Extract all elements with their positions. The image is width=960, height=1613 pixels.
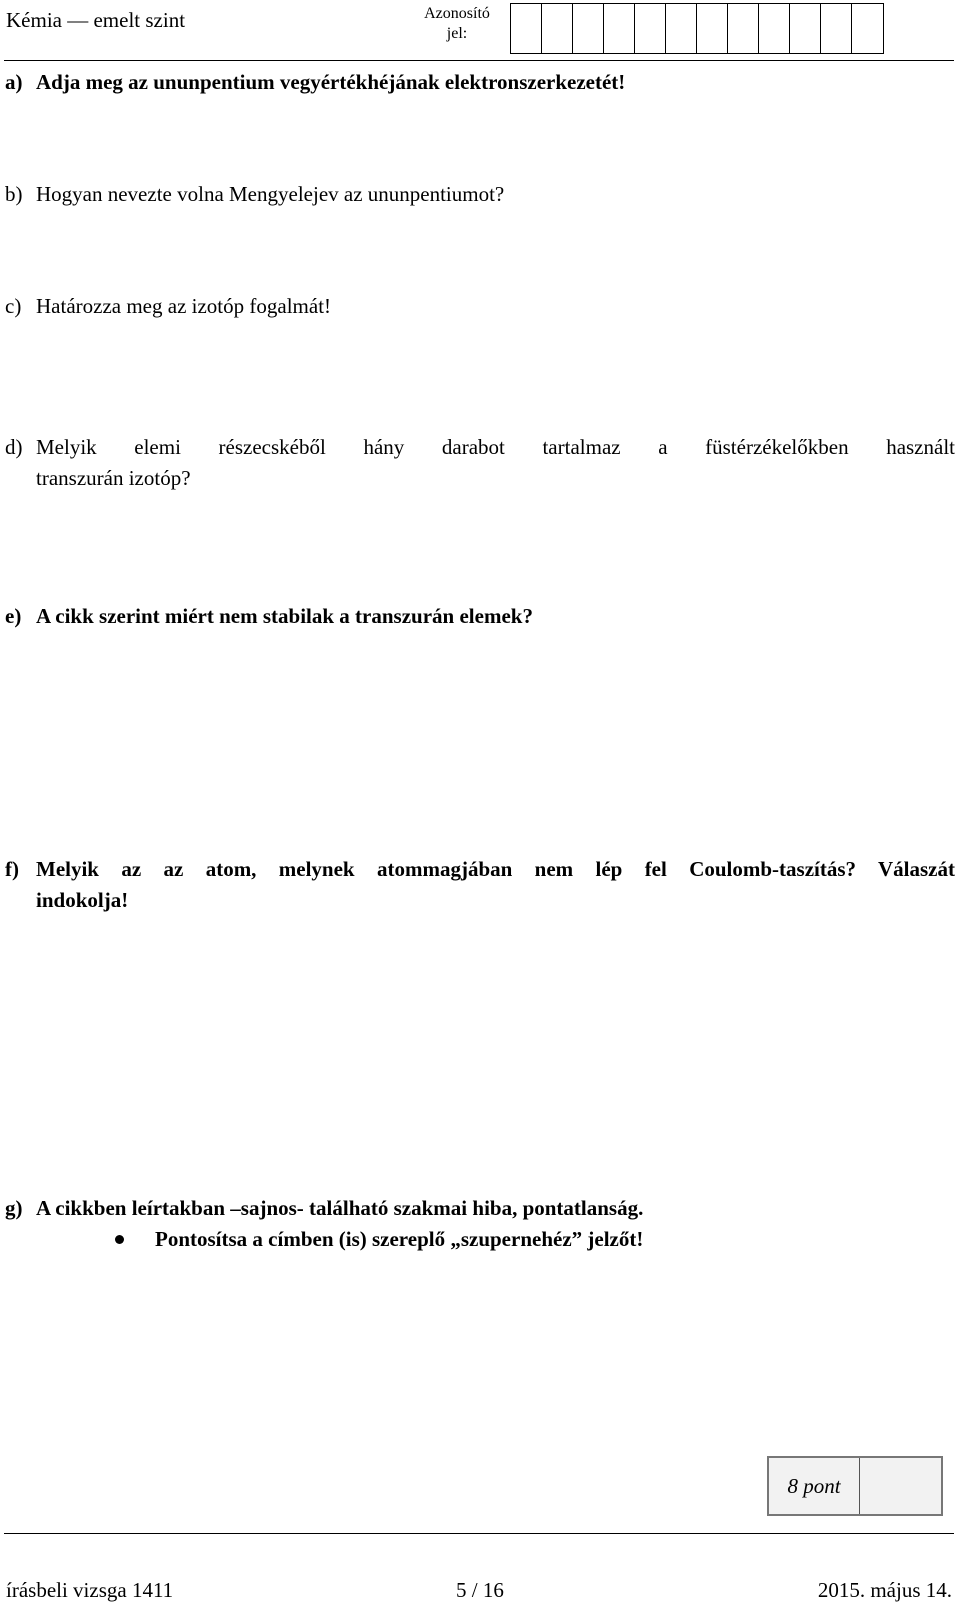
id-cell[interactable] xyxy=(852,4,883,53)
id-cell[interactable] xyxy=(573,4,604,53)
question-b-text: Hogyan nevezte volna Mengyelejev az ununpentiumot? xyxy=(36,182,505,206)
question-e xyxy=(5,601,533,632)
question-a xyxy=(5,67,625,98)
footer-date: 2015. május 14. xyxy=(817,1578,952,1602)
question-f xyxy=(5,854,955,916)
question-f-label: f) xyxy=(5,857,19,881)
question-c-text: Határozza meg az izotóp fogalmát! xyxy=(36,294,332,318)
footer-page-number: 5 / 16 xyxy=(456,1578,504,1602)
question-g-bullet xyxy=(155,1224,643,1255)
id-cell[interactable] xyxy=(511,4,542,53)
id-cell[interactable] xyxy=(821,4,852,53)
id-cell[interactable] xyxy=(790,4,821,53)
bullet-icon xyxy=(115,1235,124,1244)
id-label-line2: jel: xyxy=(446,25,468,42)
question-g xyxy=(5,1193,643,1224)
question-f-text-cont: indokolja! xyxy=(36,888,129,912)
question-g-bullet-text: Pontosítsa a címben (is) szereplő „szupernehéz” jelzőt! xyxy=(155,1227,644,1251)
question-a-label: a) xyxy=(5,70,23,94)
question-c-label: c) xyxy=(5,294,22,318)
id-cell[interactable] xyxy=(666,4,697,53)
question-b xyxy=(5,179,504,210)
score-box xyxy=(767,1456,943,1516)
header-title: Kémia — emelt szint xyxy=(6,8,186,32)
question-e-text: A cikk szerint miért nem stabilak a transzurán elemek? xyxy=(36,604,533,628)
question-g-text: A cikkben leírtakban –sajnos- található szakmai hiba, pontatlanság. xyxy=(36,1196,644,1220)
score-label: 8 pont xyxy=(769,1458,860,1514)
question-g-label: g) xyxy=(5,1196,23,1220)
question-e-label: e) xyxy=(5,604,22,628)
id-cell[interactable] xyxy=(635,4,666,53)
id-boxes[interactable] xyxy=(510,3,884,54)
question-d-text: Melyik elemi részecskéből hány darabot tartalmaz a füstérzékelőkben használt xyxy=(36,435,955,459)
id-label-line1: Azonosító xyxy=(424,5,490,22)
question-d-text-cont: transzurán izotóp? xyxy=(36,466,191,490)
id-cell[interactable] xyxy=(759,4,790,53)
footer-divider xyxy=(4,1533,954,1534)
id-cell[interactable] xyxy=(697,4,728,53)
id-cell[interactable] xyxy=(542,4,573,53)
question-b-label: b) xyxy=(5,182,23,206)
question-c xyxy=(5,291,331,322)
question-f-text: Melyik az az atom, melynek atommagjában nem lép fel Coulomb-taszítás? Válaszát xyxy=(36,857,955,881)
id-cell[interactable] xyxy=(728,4,759,53)
id-label xyxy=(422,4,492,44)
question-d xyxy=(5,432,955,494)
footer-exam-code: írásbeli vizsga 1411 xyxy=(6,1578,174,1602)
id-cell[interactable] xyxy=(604,4,635,53)
question-a-text: Adja meg az ununpentium vegyértékhéjának elektronszerkezetét! xyxy=(36,70,626,94)
header-divider xyxy=(4,60,954,61)
score-input-cell[interactable] xyxy=(860,1458,941,1514)
question-d-label: d) xyxy=(5,435,23,459)
